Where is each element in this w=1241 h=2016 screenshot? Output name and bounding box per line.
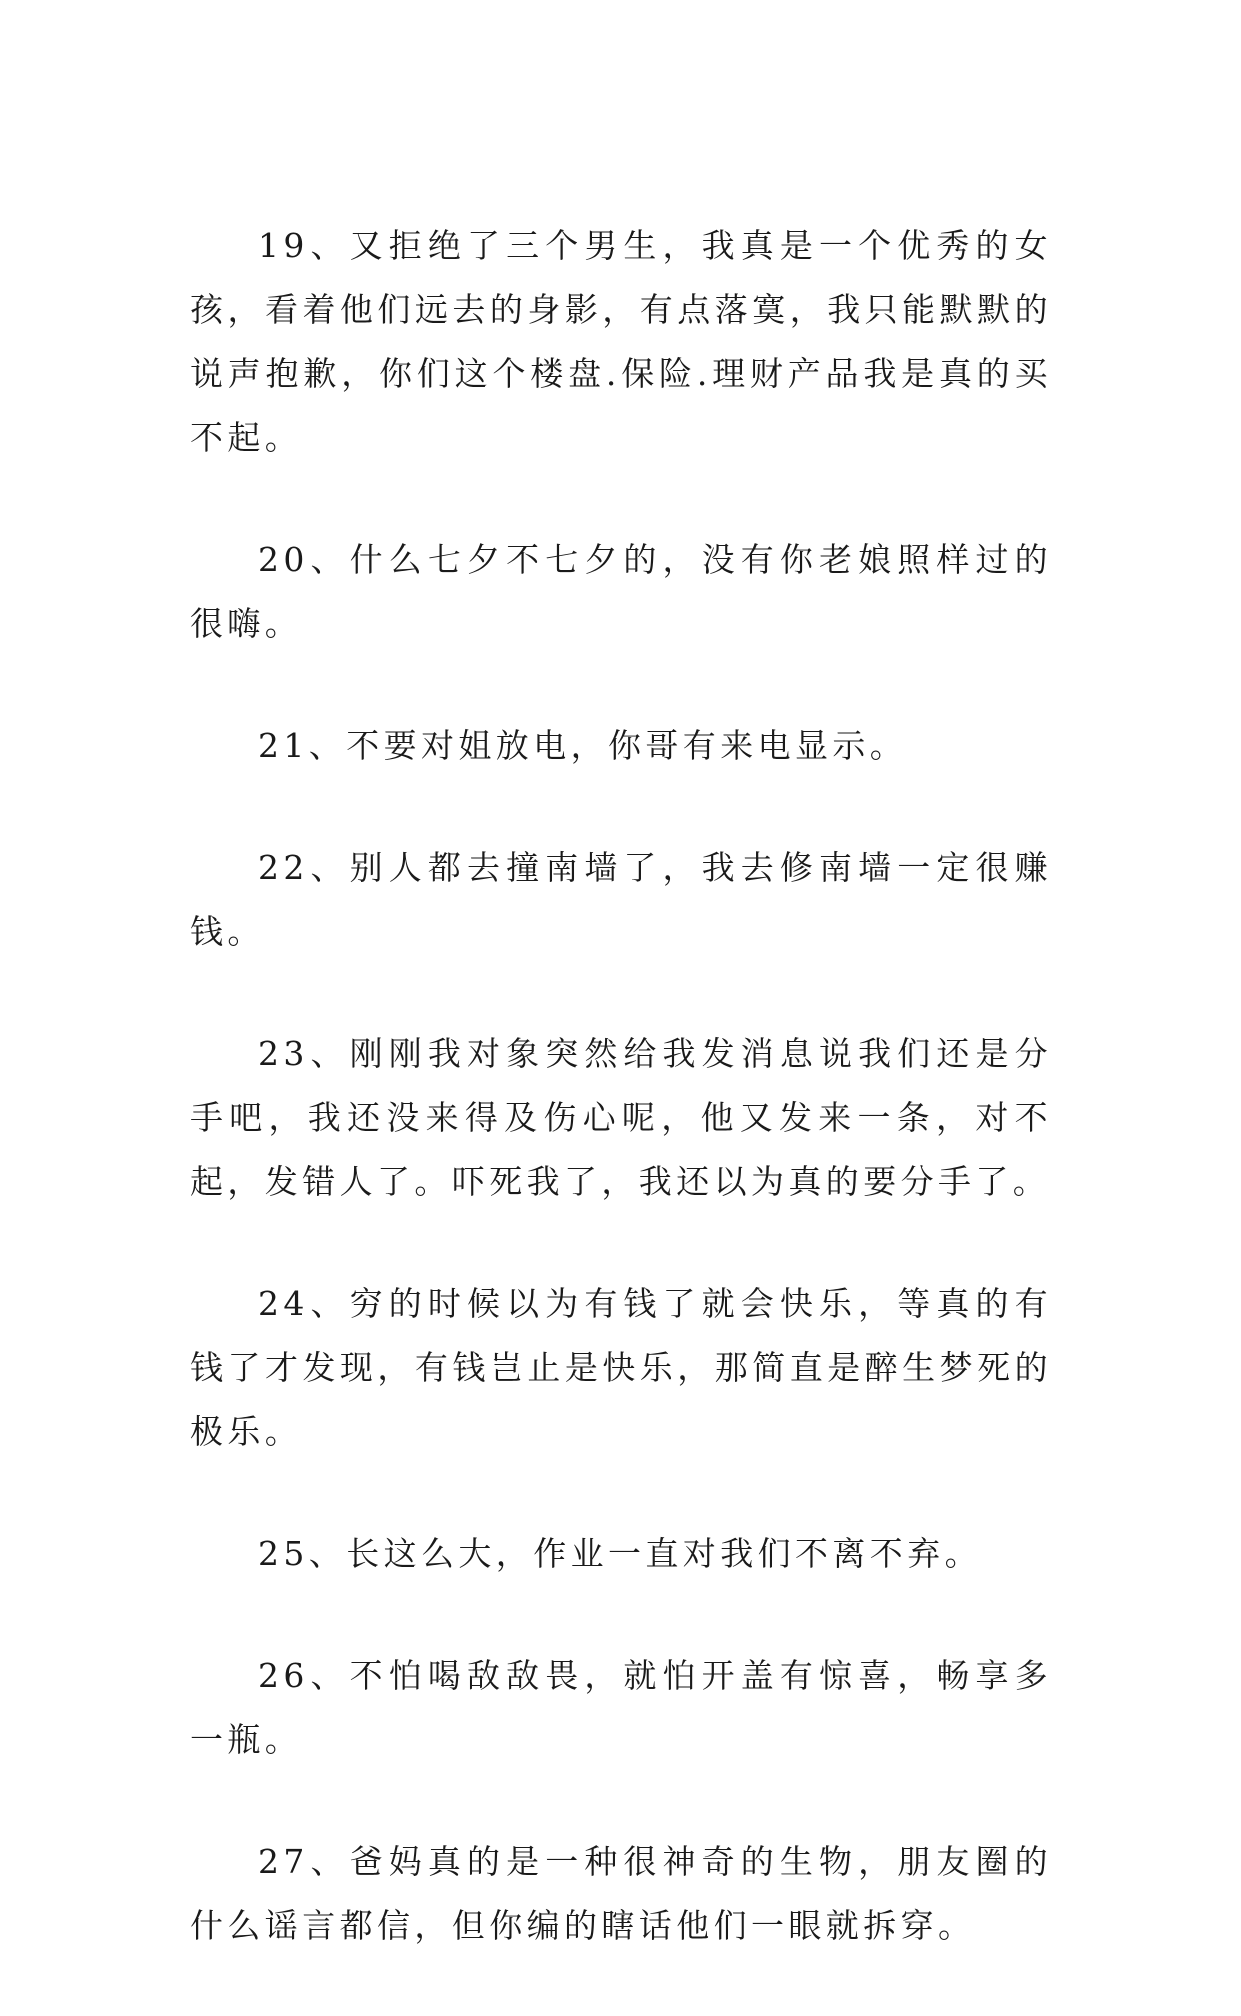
paragraph-26: 26、不怕喝敌敌畏，就怕开盖有惊喜，畅享多一瓶。 (190, 1656, 1052, 1759)
paragraph-23: 23、刚刚我对象突然给我发消息说我们还是分手吧，我还没来得及伤心呢，他又发来一条，对不起，发错人了。吓死我了，我还以为真的要分手了。 (190, 1034, 1052, 1201)
paragraph-19: 19、又拒绝了三个男生，我真是一个优秀的女孩，看着他们远去的身影，有点落寞，我只能默默的说声抱歉，你们这个楼盘.保险.理财产品我是真的买不起。 (190, 226, 1052, 457)
paragraph-27: 27、爸妈真的是一种很神奇的生物，朋友圈的什么谣言都信，但你编的瞎话他们一眼就拆穿。 (190, 1842, 1052, 1945)
paragraph-21: 21、不要对姐放电，你哥有来电显示。 (258, 726, 908, 765)
paragraph-25: 25、长这么大，作业一直对我们不离不弃。 (258, 1534, 982, 1573)
paragraph-22: 22、别人都去撞南墙了，我去修南墙一定很赚钱。 (190, 848, 1052, 951)
paragraph-24: 24、穷的时候以为有钱了就会快乐，等真的有钱了才发现，有钱岂止是快乐，那简直是醉生梦死的极乐。 (190, 1284, 1052, 1451)
document-body (190, 214, 1052, 2016)
paragraph-20: 20、什么七夕不七夕的，没有你老娘照样过的很嗨。 (190, 540, 1052, 643)
